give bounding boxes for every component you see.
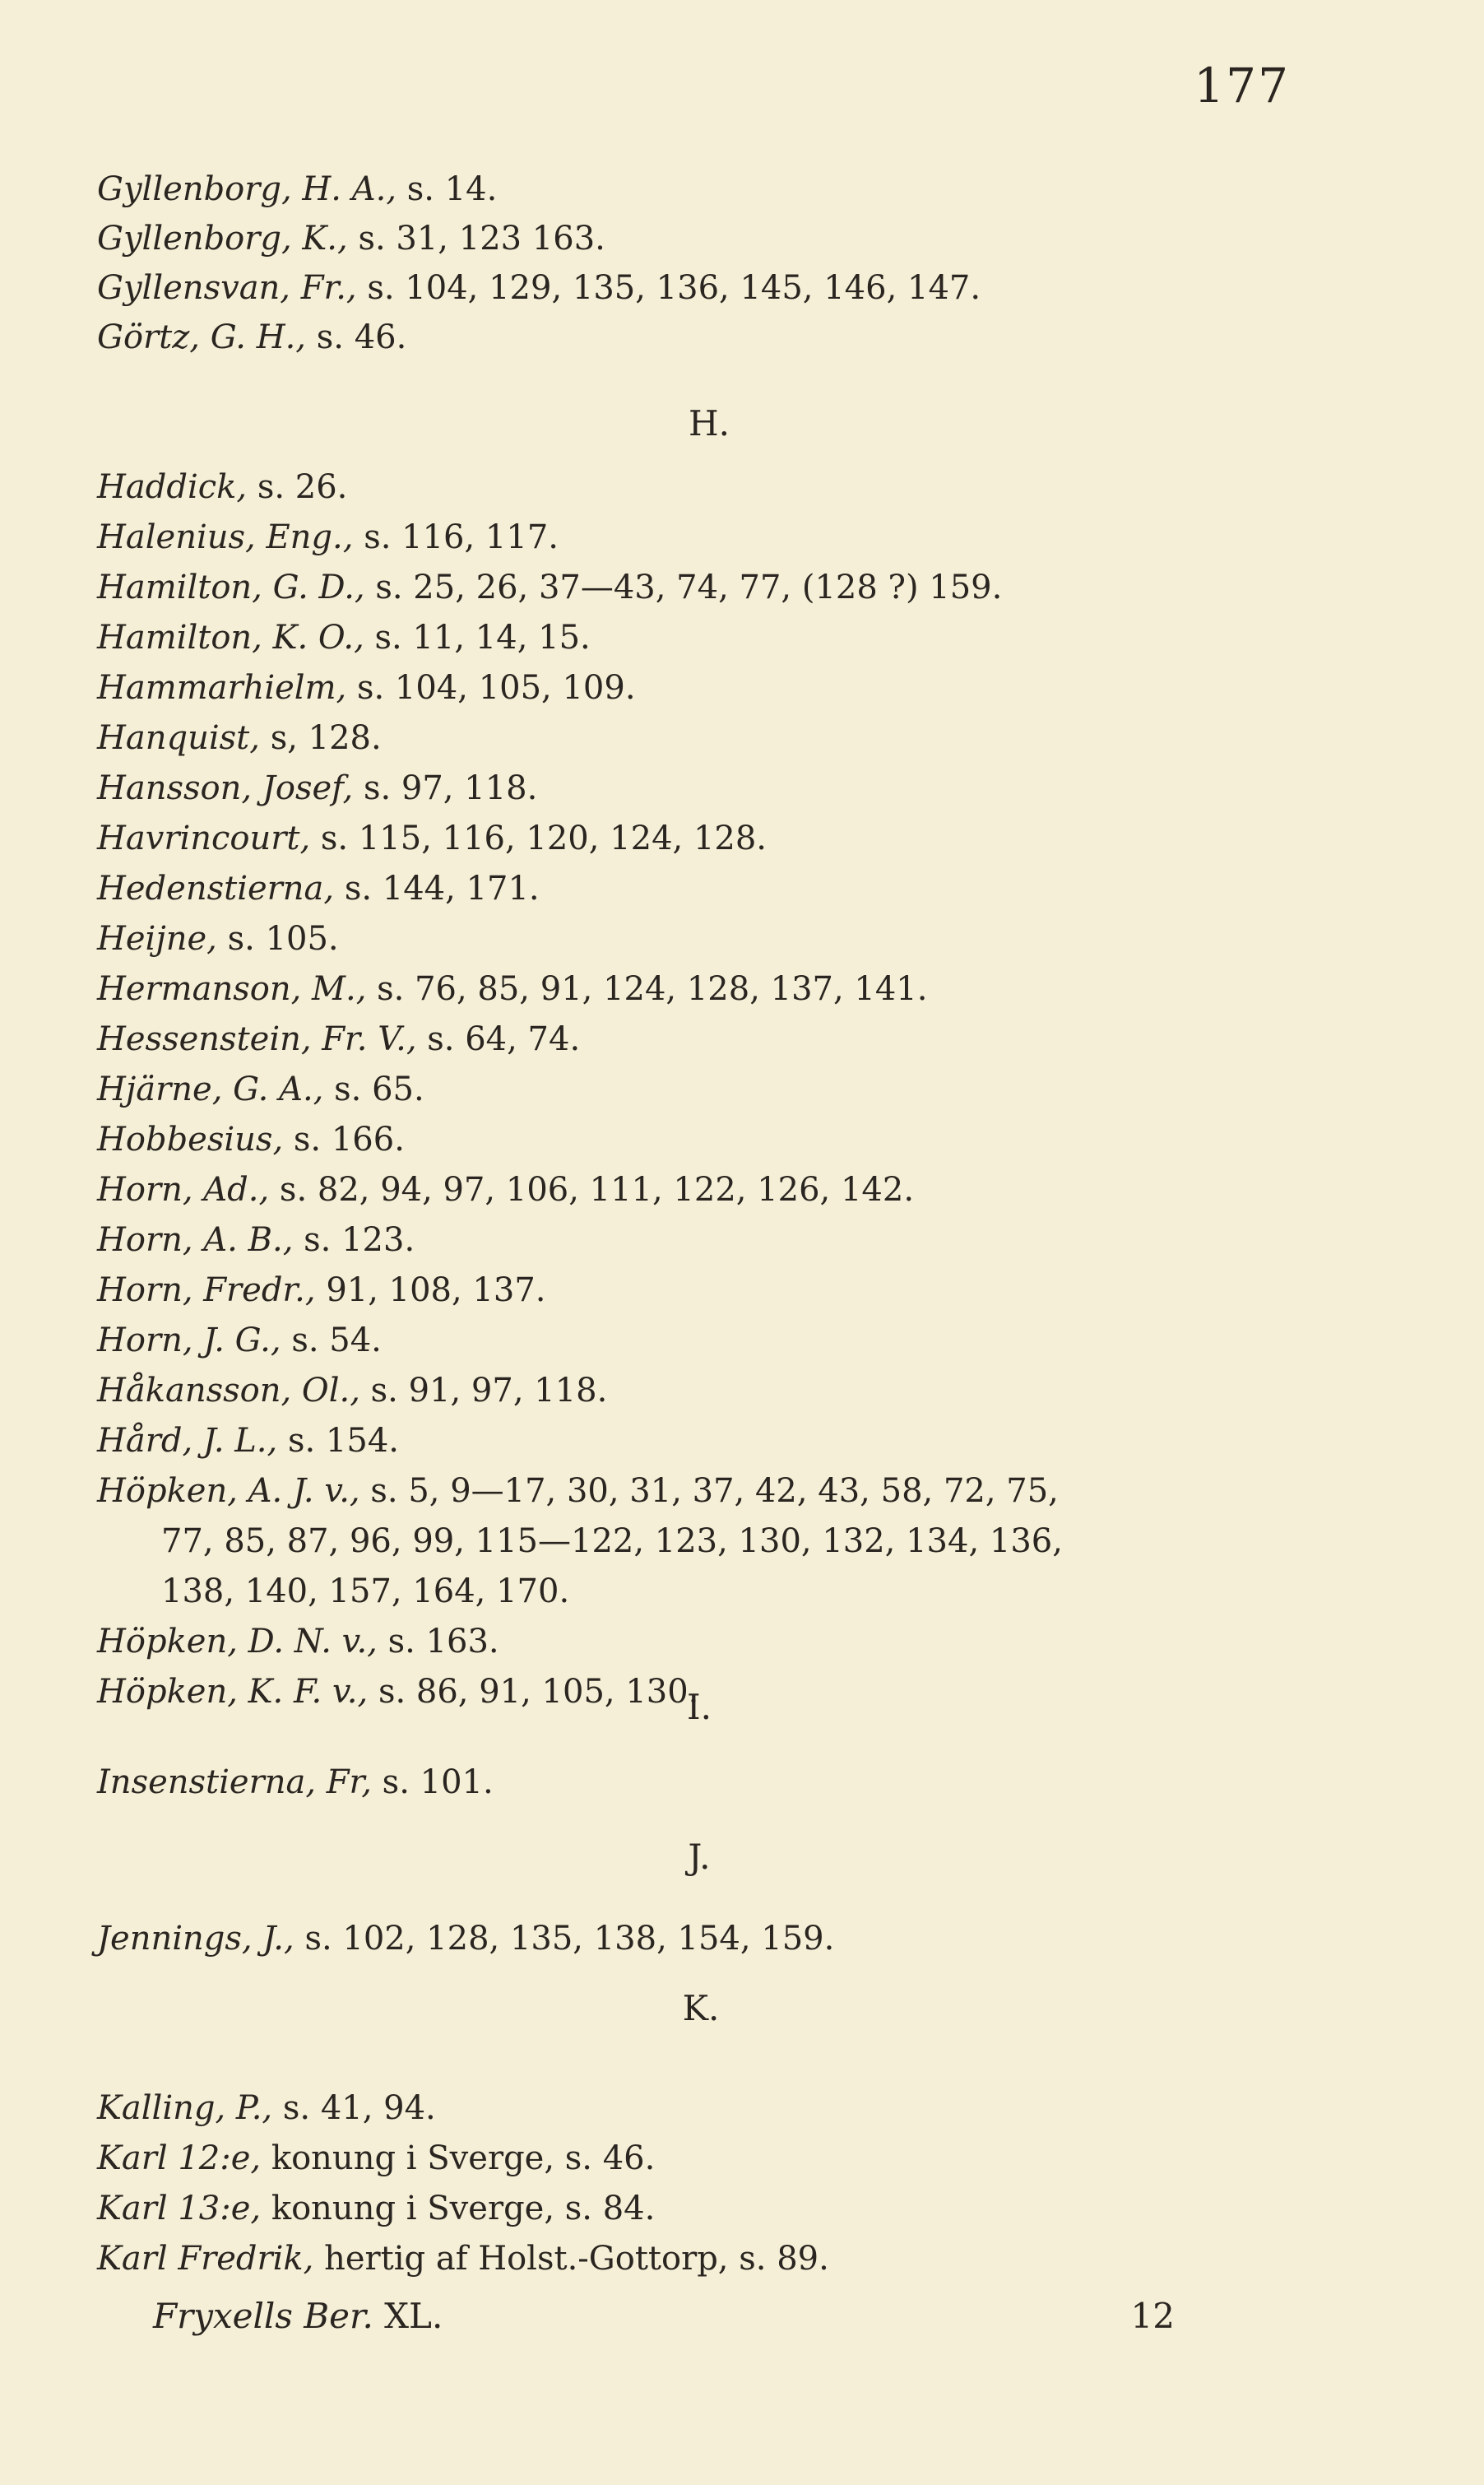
entry-refs: s. 166. <box>293 1121 405 1159</box>
entry-name: Haddick, <box>97 468 248 506</box>
index-entry <box>97 2134 655 2183</box>
entry-refs: s. 116, 117. <box>364 518 559 556</box>
entry-refs: s. 31, 123 163. <box>358 220 605 258</box>
index-entry <box>97 1366 607 1415</box>
entry-refs: s. 105. <box>227 920 339 958</box>
entry-refs: s. 64, 74. <box>427 1020 581 1058</box>
entry-refs: hertig af Holst.-Gottorp, s. 89. <box>324 2240 829 2278</box>
index-entry <box>97 165 497 214</box>
entry-name: Jennings, J., <box>97 1920 294 1958</box>
entry-name: Halenius, Eng., <box>97 518 354 556</box>
entry-refs: s. 144, 171. <box>344 870 540 908</box>
entry-refs: s. 25, 26, 37—43, 74, 77, (128 ?) 159. <box>375 569 1003 606</box>
index-entry <box>97 1215 415 1265</box>
entry-name: Gyllenborg, H. A., <box>97 170 397 208</box>
index-entry <box>97 313 406 362</box>
entry-name: Höpken, K. F. v., <box>97 1673 369 1711</box>
index-entry <box>97 1165 914 1215</box>
section-heading-j: J. <box>688 1837 711 1877</box>
index-entry <box>97 764 537 813</box>
page-number: 177 <box>1194 58 1290 114</box>
index-entry <box>97 1316 382 1365</box>
entry-name: Hammarhielm, <box>97 669 347 707</box>
index-entry-continuation <box>161 1517 1063 1566</box>
signature-mark <box>153 2296 443 2336</box>
index-entry <box>97 1416 399 1465</box>
index-entry <box>97 713 382 763</box>
entry-name: Horn, Ad., <box>97 1171 270 1209</box>
index-entry <box>97 563 1002 612</box>
index-entry <box>97 2234 829 2283</box>
index-entry <box>97 914 339 964</box>
entry-name: Kalling, P., <box>97 2089 273 2127</box>
entry-refs: s. 46. <box>316 318 407 356</box>
entry-name: Karl Fredrik, <box>97 2240 314 2278</box>
entry-refs: 138, 140, 157, 164, 170. <box>161 1572 570 1610</box>
index-entry <box>97 1015 580 1064</box>
entry-refs: s. 86, 91, 105, 130. <box>378 1673 699 1711</box>
index-entry-continuation <box>161 1567 569 1616</box>
entry-refs: s, 128. <box>270 719 382 757</box>
index-entry <box>97 864 540 913</box>
entry-refs: s. 104, 105, 109. <box>356 669 636 707</box>
entry-name: Hansson, Josef, <box>97 769 354 807</box>
entry-refs: 77, 85, 87, 96, 99, 115—122, 123, 130, 132, 134, 136, <box>161 1522 1063 1560</box>
index-entry <box>97 663 636 713</box>
entry-refs: s. 82, 94, 97, 106, 111, 122, 126, 142. <box>279 1171 915 1209</box>
entry-name: Håkansson, Ol., <box>97 1372 360 1410</box>
entry-name: Horn, J. G., <box>97 1321 281 1359</box>
index-entry <box>97 1065 424 1114</box>
entry-refs: s. 26. <box>257 468 348 506</box>
entry-name: Höpken, D. N. v., <box>97 1623 378 1661</box>
index-entry <box>97 1266 545 1315</box>
index-entry <box>97 964 927 1014</box>
entry-name: Gyllensvan, Fr., <box>97 269 357 307</box>
section-heading-h: H. <box>689 403 730 444</box>
entry-refs: 91, 108, 137. <box>326 1271 546 1309</box>
index-entry <box>97 1758 494 1807</box>
entry-refs: s. 91, 97, 118. <box>370 1372 608 1410</box>
section-heading-i: I. <box>687 1687 712 1727</box>
entry-name: Hjärne, G. A., <box>97 1071 324 1108</box>
index-entry <box>97 2184 655 2233</box>
index-entry <box>97 214 605 263</box>
entry-name: Höpken, A. J. v., <box>97 1472 360 1510</box>
entry-name: Gyllenborg, K., <box>97 220 348 258</box>
entry-name: Hanquist, <box>97 719 260 757</box>
entry-name: Hessenstein, Fr. V., <box>97 1020 417 1058</box>
entry-name: Heijne, <box>97 920 217 958</box>
signature-title: Fryxells Ber. <box>153 2296 373 2336</box>
entry-refs: s. 104, 129, 135, 136, 145, 146, 147. <box>367 269 981 307</box>
entry-refs: s. 65. <box>334 1071 424 1108</box>
entry-name: Hamilton, G. D., <box>97 569 365 606</box>
entry-name: Hermanson, M., <box>97 970 367 1008</box>
index-entry <box>97 613 591 662</box>
entry-refs: s. 11, 14, 15. <box>374 619 591 657</box>
index-entry <box>97 1667 698 1716</box>
entry-refs: s. 115, 116, 120, 124, 128. <box>320 820 768 857</box>
entry-name: Hård, J. L., <box>97 1422 278 1460</box>
section-heading-k: K. <box>682 1988 720 2028</box>
entry-name: Insenstierna, Fr, <box>97 1763 372 1801</box>
entry-refs: s. 101. <box>382 1763 494 1801</box>
index-entry <box>97 2083 436 2133</box>
entry-refs: s. 76, 85, 91, 124, 128, 137, 141. <box>377 970 928 1008</box>
entry-refs: s. 123. <box>304 1221 415 1259</box>
entry-name: Görtz, G. H., <box>97 318 307 356</box>
entry-refs: s. 102, 128, 135, 138, 154, 159. <box>304 1920 835 1958</box>
index-entry <box>97 1617 499 1666</box>
entry-name: Karl 13:e, <box>97 2190 262 2227</box>
entry-refs: s. 163. <box>387 1623 499 1661</box>
entry-refs: s. 154. <box>287 1422 399 1460</box>
entry-name: Karl 12:e, <box>97 2139 262 2177</box>
index-entry <box>97 1466 1059 1516</box>
index-entry <box>97 1914 834 1963</box>
index-entry <box>97 462 347 512</box>
index-entry <box>97 814 767 863</box>
index-entry <box>97 1115 405 1164</box>
entry-name: Hamilton, K. O., <box>97 619 364 657</box>
entry-refs: konung i Sverge, s. 84. <box>271 2190 656 2227</box>
entry-refs: s. 14. <box>406 170 498 208</box>
entry-refs: s. 97, 118. <box>363 769 538 807</box>
entry-name: Horn, A. B., <box>97 1221 294 1259</box>
entry-name: Hedenstierna, <box>97 870 335 908</box>
entry-name: Havrincourt, <box>97 820 311 857</box>
signature-number: 12 <box>1130 2296 1175 2336</box>
entry-refs: s. 5, 9—17, 30, 31, 37, 42, 43, 58, 72, 75, <box>370 1472 1059 1510</box>
entry-refs: konung i Sverge, s. 46. <box>271 2139 656 2177</box>
entry-name: Horn, Fredr., <box>97 1271 316 1309</box>
index-entry <box>97 263 981 313</box>
entry-refs: s. 41, 94. <box>282 2089 436 2127</box>
entry-refs: s. 54. <box>291 1321 382 1359</box>
index-entry <box>97 513 559 562</box>
signature-volume: XL. <box>384 2296 443 2336</box>
entry-name: Hobbesius, <box>97 1121 284 1159</box>
